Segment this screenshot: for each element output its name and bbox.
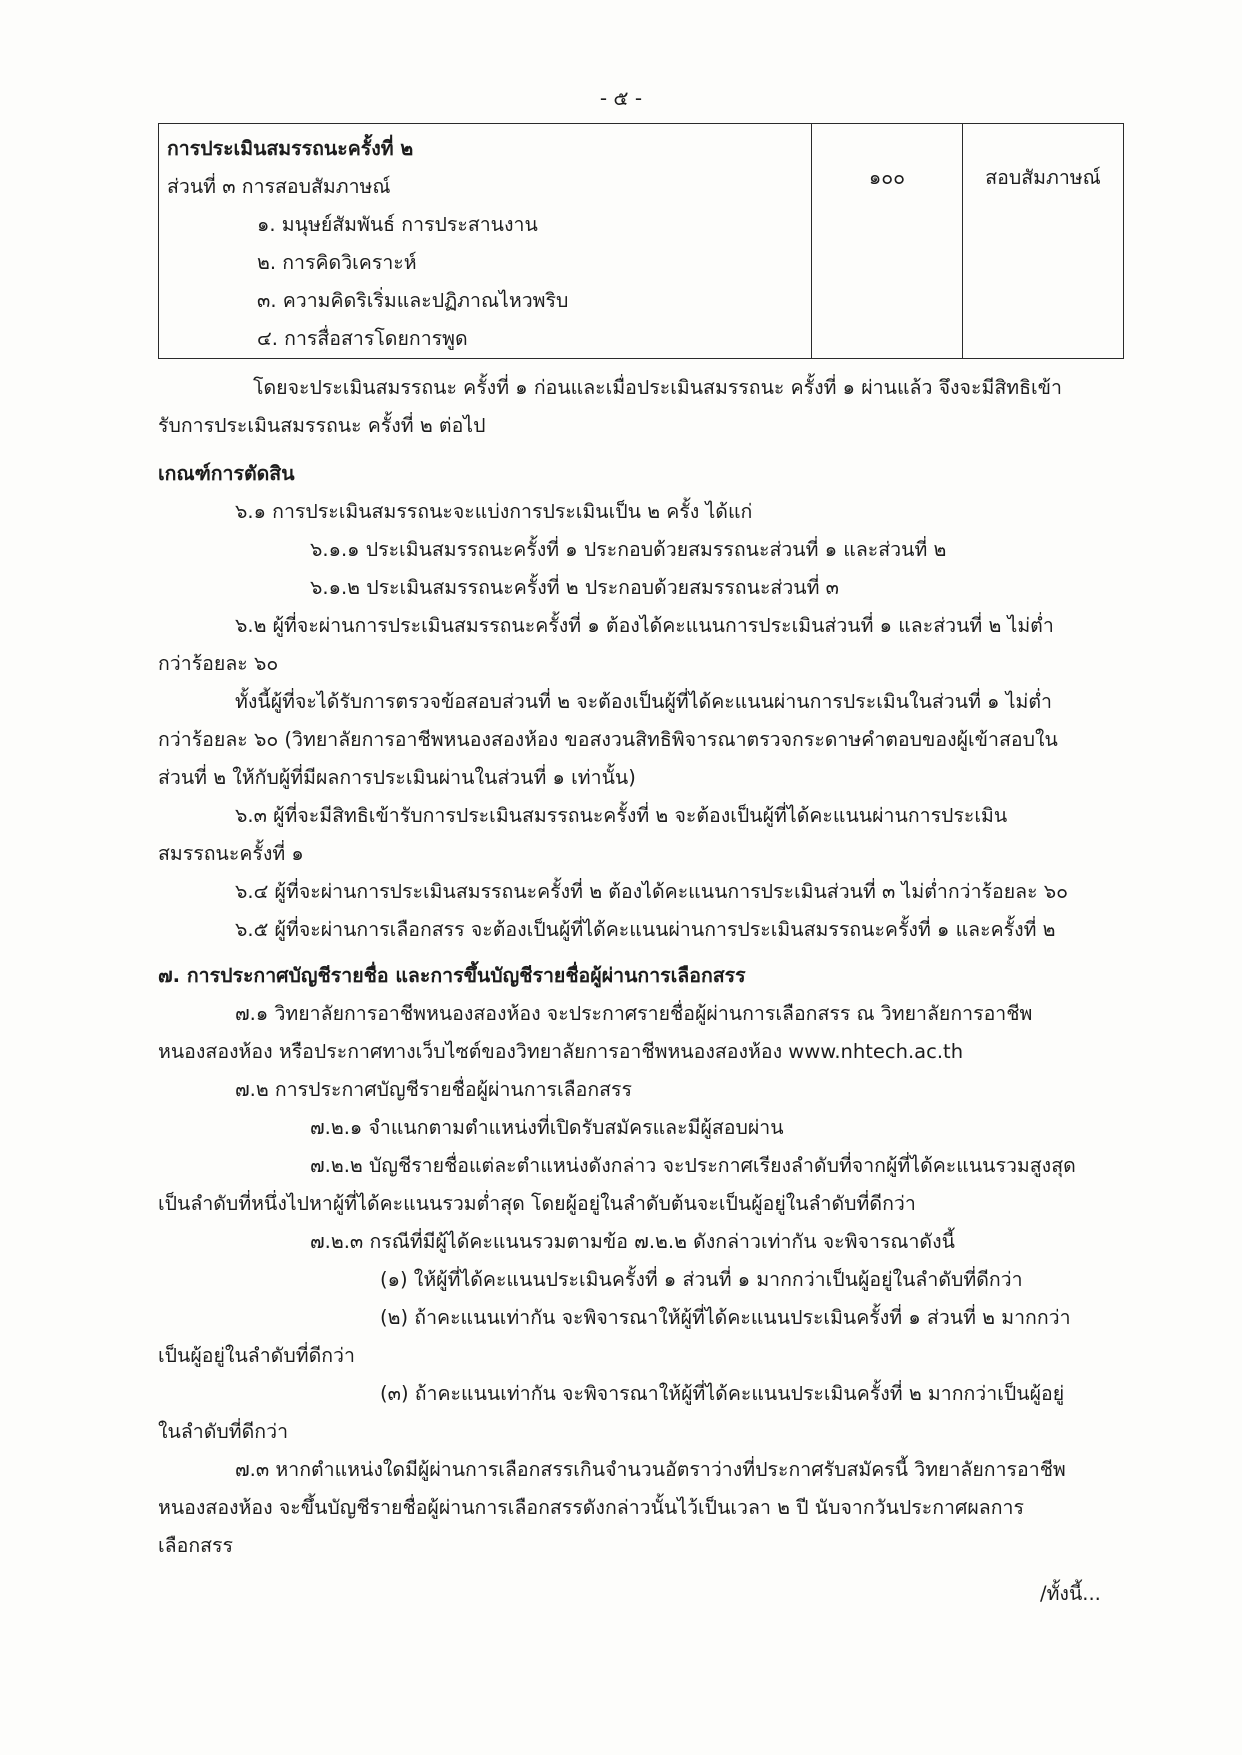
section-7-2-2: เป็นลำดับที่หนึ่งไปหาผู้ที่ได้คะแนนรวมต่ำสุด โดยผู้อยู่ในลำดับต้นจะเป็นผู้อยู่ในลำดับที่ดีกว่า	[158, 1192, 916, 1215]
list-item: ๔. การสื่อสารโดยการพูด	[257, 327, 468, 350]
criteria-6-1-1: ๖.๑.๑ ประเมินสมรรถนะครั้งที่ ๑ ประกอบด้วยสมรรถนะส่วนที่ ๑ และส่วนที่ ๒	[310, 538, 947, 561]
condition-3: ในลำดับที่ดีกว่า	[158, 1420, 289, 1443]
section-7-1: ๗.๑ วิทยาลัยการอาชีพหนองสองห้อง จะประกาศรายชื่อผู้ผ่านการเลือกสรร ณ วิทยาลัยการอาชีพ	[235, 1002, 1033, 1025]
score-value: ๑๐๐	[868, 166, 906, 189]
criteria-heading: เกณฑ์การตัดสิน	[158, 462, 295, 485]
list-item: ๑. มนุษย์สัมพันธ์ การประสานงาน	[257, 213, 538, 236]
table-subtitle: ส่วนที่ ๓ การสอบสัมภาษณ์	[167, 175, 391, 198]
score-cell	[812, 124, 963, 359]
list-item: ๓. ความคิดริเริ่มและปฏิภาณไหวพริบ	[257, 289, 569, 312]
section-7-3: หนองสองห้อง จะขึ้นบัญชีรายชื่อผู้ผ่านการเลือกสรรดังกล่าวนั้นไว้เป็นเวลา ๒ ปี นับจากวันประกาศผลการ	[158, 1496, 1024, 1519]
criteria-6-3: สมรรถนะครั้งที่ ๑	[158, 842, 304, 865]
method-cell	[963, 124, 1124, 359]
page-number: - ๕ -	[599, 86, 643, 110]
condition-2: เป็นผู้อยู่ในลำดับที่ดีกว่า	[158, 1344, 355, 1367]
section-7-2-2: ๗.๒.๒ บัญชีรายชื่อแต่ละตำแหน่งดังกล่าว จะประกาศเรียงลำดับที่จากผู้ที่ได้คะแนนรวมสูงสุด	[310, 1154, 1076, 1177]
method-value: สอบสัมภาษณ์	[985, 166, 1101, 189]
section-7-2-1: ๗.๒.๑ จำแนกตามตำแหน่งที่เปิดรับสมัครและมีผู้สอบผ่าน	[310, 1116, 784, 1139]
section-7-2-3: ๗.๒.๓ กรณีที่มีผู้ได้คะแนนรวมตามข้อ ๗.๒.๒ ดังกล่าวเท่ากัน จะพิจารณาดังนี้	[310, 1230, 955, 1253]
condition-1: (๑) ให้ผู้ที่ได้คะแนนประเมินครั้งที่ ๑ ส่วนที่ ๑ มากกว่าเป็นผู้อยู่ในลำดับที่ดีกว่า	[380, 1268, 1023, 1291]
section-7-1: หนองสองห้อง หรือประกาศทางเว็บไซต์ของวิทยาลัยการอาชีพหนองสองห้อง www.nhtech.ac.th	[158, 1040, 964, 1063]
intro-line: โดยจะประเมินสมรรถนะ ครั้งที่ ๑ ก่อนและเมื่อประเมินสมรรถนะ ครั้งที่ ๑ ผ่านแล้ว จึงจะมีสิทธิเข้า	[253, 376, 1062, 399]
continuation-marker: /ทั้งนี้...	[1040, 1582, 1101, 1605]
description-cell	[159, 124, 812, 359]
criteria-note: ส่วนที่ ๒ ให้กับผู้ที่มีผลการประเมินผ่านในส่วนที่ ๑ เท่านั้น)	[158, 766, 636, 789]
criteria-6-4: ๖.๔ ผู้ที่จะผ่านการประเมินสมรรถนะครั้งที่ ๒ ต้องได้คะแนนการประเมินส่วนที่ ๓ ไม่ต่ำกว่าร้อยละ ๖๐	[235, 880, 1069, 903]
section-7-heading: ๗. การประกาศบัญชีรายชื่อ และการขึ้นบัญชีรายชื่อผู้ผ่านการเลือกสรร	[158, 964, 746, 987]
table-title: การประเมินสมรรถนะครั้งที่ ๒	[167, 137, 414, 160]
criteria-note: ทั้งนี้ผู้ที่จะได้รับการตรวจข้อสอบส่วนที่ ๒ จะต้องเป็นผู้ที่ได้คะแนนผ่านการประเมินในส่วนที่ ๑ ไม่ต่ำ	[235, 690, 1052, 713]
list-item: ๒. การคิดวิเคราะห์	[257, 251, 417, 274]
intro-line: รับการประเมินสมรรถนะ ครั้งที่ ๒ ต่อไป	[158, 414, 486, 437]
criteria-6-1-2: ๖.๑.๒ ประเมินสมรรถนะครั้งที่ ๒ ประกอบด้วยสมรรถนะส่วนที่ ๓	[310, 576, 839, 599]
section-7-2: ๗.๒ การประกาศบัญชีรายชื่อผู้ผ่านการเลือกสรร	[235, 1078, 632, 1101]
section-7-3: ๗.๓ หากตำแหน่งใดมีผู้ผ่านการเลือกสรรเกินจำนวนอัตราว่างที่ประกาศรับสมัครนี้ วิทยาลัยการอาชีพ	[235, 1458, 1066, 1481]
criteria-6-5: ๖.๕ ผู้ที่จะผ่านการเลือกสรร จะต้องเป็นผู้ที่ได้คะแนนผ่านการประเมินสมรรถนะครั้งที่ ๑ และครั้งที่ ๒	[235, 918, 1056, 941]
criteria-note: กว่าร้อยละ ๖๐ (วิทยาลัยการอาชีพหนองสองห้อง ขอสงวนสิทธิพิจารณาตรวจกระดาษคำตอบของผู้เข้าสอบใน	[158, 728, 1058, 751]
criteria-6-1: ๖.๑ การประเมินสมรรถนะจะแบ่งการประเมินเป็น ๒ ครั้ง ได้แก่	[235, 500, 753, 523]
criteria-6-2: กว่าร้อยละ ๖๐	[158, 652, 279, 675]
condition-3: (๓) ถ้าคะแนนเท่ากัน จะพิจารณาให้ผู้ที่ได้คะแนนประเมินครั้งที่ ๒ มากกว่าเป็นผู้อยู่	[380, 1382, 1065, 1405]
evaluation-table	[158, 123, 1124, 359]
table-row	[159, 124, 1124, 359]
criteria-6-2: ๖.๒ ผู้ที่จะผ่านการประเมินสมรรถนะครั้งที่ ๑ ต้องได้คะแนนการประเมินส่วนที่ ๑ และส่วนที่ ๒ ไม่ต่ำ	[235, 614, 1054, 637]
criteria-6-3: ๖.๓ ผู้ที่จะมีสิทธิเข้ารับการประเมินสมรรถนะครั้งที่ ๒ จะต้องเป็นผู้ที่ได้คะแนนผ่านการประเมิน	[235, 804, 1008, 827]
condition-2: (๒) ถ้าคะแนนเท่ากัน จะพิจารณาให้ผู้ที่ได้คะแนนประเมินครั้งที่ ๑ ส่วนที่ ๒ มากกว่า	[380, 1306, 1071, 1329]
section-7-3: เลือกสรร	[158, 1534, 233, 1557]
